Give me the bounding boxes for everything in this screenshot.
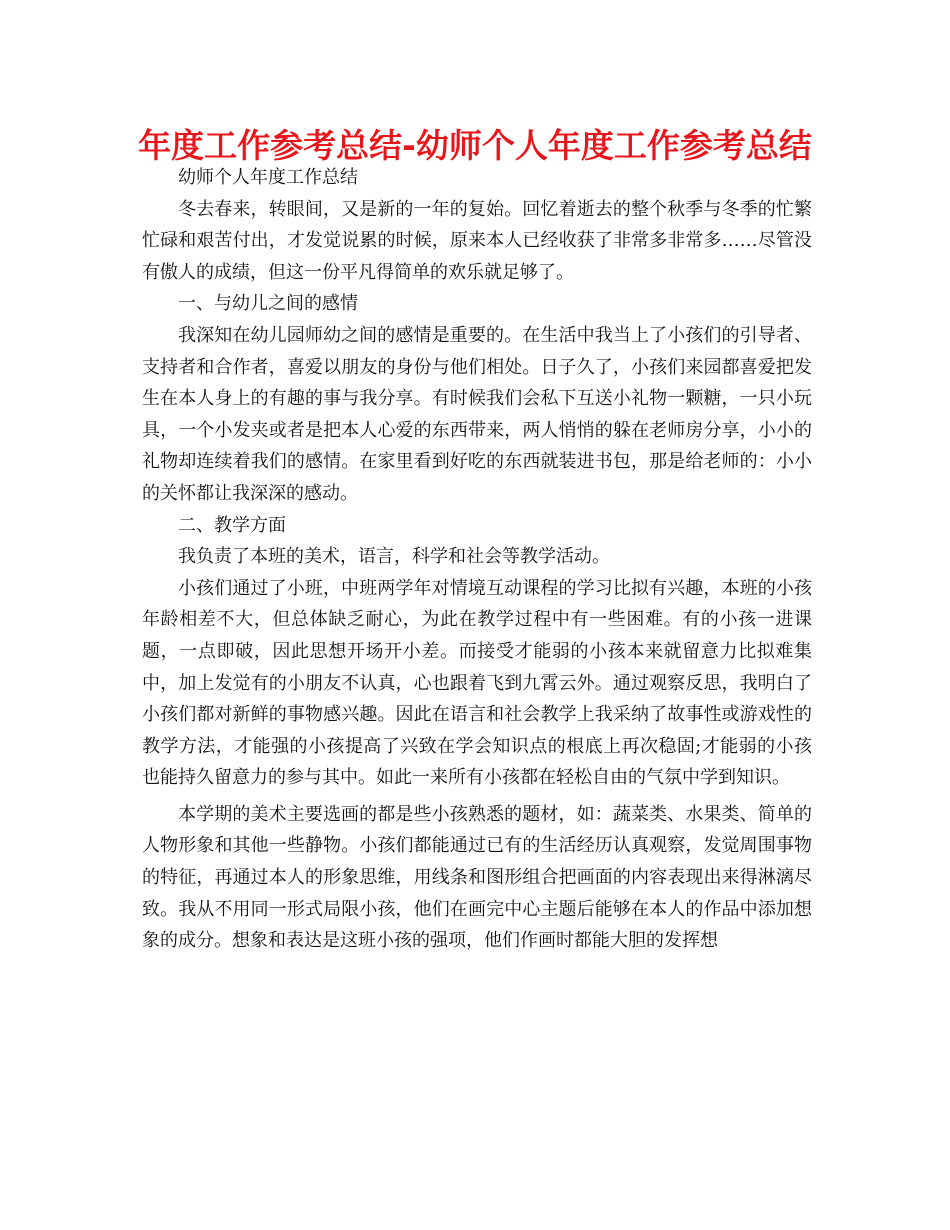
document-body <box>142 162 812 957</box>
section-heading-1: 一、与幼儿之间的感情 <box>178 293 358 315</box>
section-subtitle: 幼师个人年度工作总结 <box>178 167 358 188</box>
paragraph-teaching-methods: 小孩们通过了小班，中班两学年对情境互动课程的学习比拟有兴趣，本班的小孩年龄相差不大，但总体缺乏耐心，为此在教学过程中有一些困难。有的小孩一进课题，一点即破，因此思想开场开小差。而接受才能弱的小孩本来就留意力比拟难集中，加上发觉有的小朋友不认真，心也跟着飞到九霄云外。通过观察反思，我明白了小孩们都对新鲜的事物感兴趣。因此在语言和社会教学上我采纳了故事性或游戏性的教学方法，才能强的小孩提高了兴致在学会知识点的根底上再次稳固;才能弱的小孩也能持久留意力的参与其中。如此一来所有小孩都在轻松自由的气氛中学到知识。 <box>142 577 812 789</box>
paragraph-teaching-scope: 我负责了本班的美术，语言，科学和社会等教学活动。 <box>178 546 610 568</box>
paragraph-art-class: 本学期的美术主要选画的都是些小孩熟悉的题材，如：蔬菜类、水果类、简单的人物形象和其他一些静物。小孩们都能通过已有的生活经历认真观察，发觉周围事物的特征，再通过本人的形象思维，用线条和图形组合把画面的内容表现出来得淋漓尽致。我从不用同一形式局限小孩，他们在画完中心主题后能够在本人的作品中添加想象的成分。想象和表达是这班小孩的强项，他们作画时都能大胆的发挥想 <box>142 803 812 952</box>
paragraph-intro: 冬去春来，转眼间，又是新的一年的复始。回忆着逝去的整个秋季与冬季的忙繁忙碌和艰苦付出，才发觉说累的时候，原来本人已经收获了非常多非常多……尽管没有傲人的成绩，但这一份平凡得简单的欢乐就足够了。 <box>142 198 812 283</box>
document-title: 年度工作参考总结-幼师个人年度工作参考总结 <box>138 126 812 165</box>
section-heading-2: 二、教学方面 <box>178 514 286 536</box>
paragraph-relationship: 我深知在幼儿园师幼之间的感情是重要的。在生活中我当上了小孩们的引导者、支持者和合作者，喜爱以朋友的身份与他们相处。日子久了，小孩们来园都喜爱把发生在本人身上的有趣的事与我分享。有时候我们会私下互送小礼物一颗糖，一只小玩具，一个小发夹或者是把本人心爱的东西带来，两人悄悄的躲在老师房分享，小小的礼物却连续着我们的感情。在家里看到好吃的东西就装进书包，那是给老师的：小小的关怀都让我深深的感动。 <box>142 324 812 504</box>
